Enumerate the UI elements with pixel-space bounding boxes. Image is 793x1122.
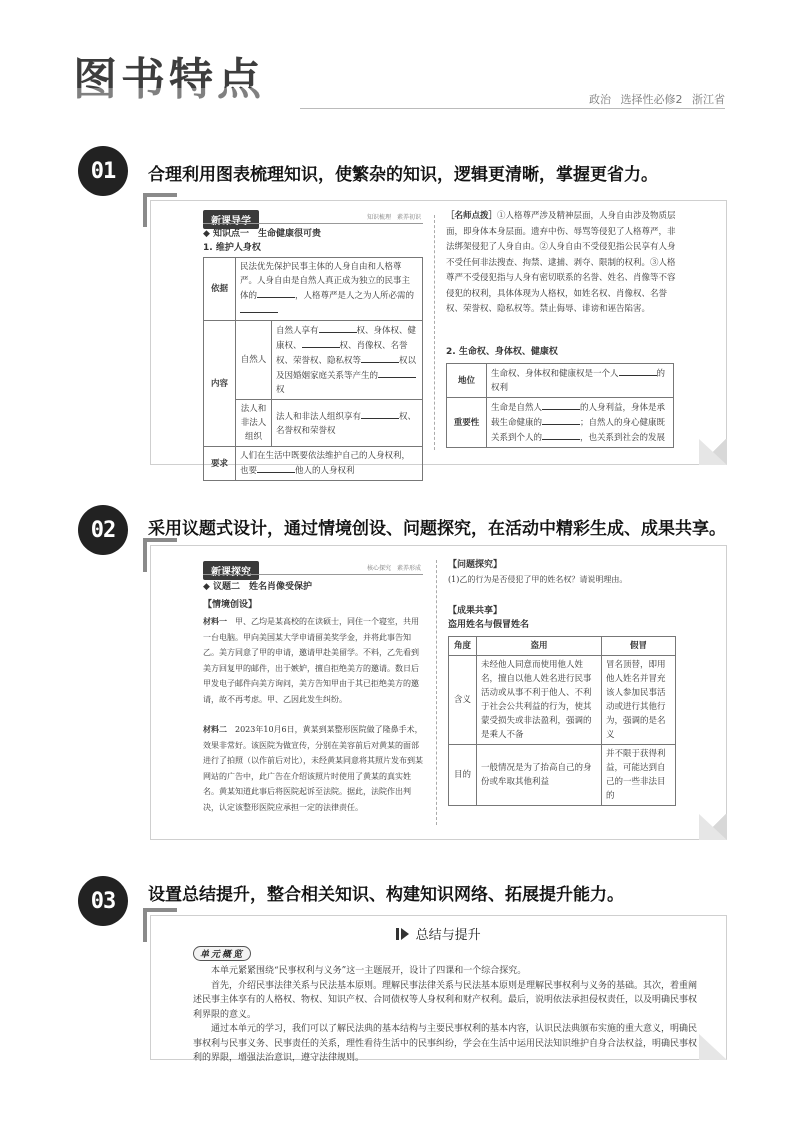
sample-card-3 xyxy=(150,915,727,1063)
header-meta xyxy=(583,91,725,107)
volume: 选择性必修2 xyxy=(620,93,683,106)
summary-body xyxy=(193,964,698,1066)
logo-shade xyxy=(73,88,293,108)
unit-overview-tag: 单元概览 xyxy=(193,946,251,961)
tag-underline: 核心探究 素养形成 xyxy=(203,560,423,575)
table-row: 依据 民法优先保护民事主体的人身自由和人格尊严。人身自由是自然人真正成为独立的民事主体的 ，人格尊严是人之为人所必需的 xyxy=(204,258,423,321)
subheading-life-rights: 2. 生命权、身体权、健康权 xyxy=(446,347,558,357)
page-fold xyxy=(699,814,727,840)
column-divider xyxy=(434,215,435,450)
name-misuse-table xyxy=(448,636,676,806)
share-subheading: 盗用姓名与假冒姓名 xyxy=(448,620,530,630)
column-divider xyxy=(436,560,437,825)
table-row: 重要性 生命是自然人 的人身利益，身体是承载生命健康的 ；自然人的身心健康既关系到个人的 ，也关系到社会的发展 xyxy=(447,398,674,448)
header-divider xyxy=(300,108,725,109)
table-row: 内容 自然人 自然人享有 权、身体权、健康权、 权、肖像权、名誉权、荣誉权、隐私权等 权以及因婚姻家庭关系等产生的权 xyxy=(204,321,423,400)
material-one: 材料一 甲、乙均是某高校的在读硕士，同住一个寝室，共用一台电脑。甲向美国某大学申请留美奖学金，并将此事告知乙。美方同意了甲的申请，邀请甲赴美留学。不料，乙先看到美方回复甲的邮件，出于嫉妒，擅自拒绝美方的邀请。数日后甲发电子邮件向美方询问，美方告知甲由于其已拒绝美方的邀请，故不再考虑。甲、乙因此发生纠纷。 xyxy=(203,616,419,704)
province: 浙江省 xyxy=(692,93,725,106)
question-heading: 【问题探究】 xyxy=(448,560,503,570)
feature-number-01: 01 xyxy=(78,146,128,196)
subheading-personal-rights: 1. 维护人身权 xyxy=(203,243,261,253)
topic-title: ◆ 议题二 姓名肖像受保护 xyxy=(203,582,313,592)
book-features-logo xyxy=(73,52,303,108)
play-triangle-icon xyxy=(401,928,409,940)
table-row: 法人和非法人组织 法人和非法人组织享有 权、名誉权和荣誉权 xyxy=(204,400,423,447)
question-text: (1)乙的行为是否侵犯了甲的姓名权？请说明理由。 xyxy=(448,575,628,584)
table-row: 要求 人们在生活中既要依法维护自己的人身权利，也要 他人的人身权利 xyxy=(204,447,423,481)
heading-bar-icon xyxy=(396,928,399,940)
logo-text: 图书特点 xyxy=(73,54,265,105)
sample-card-1 xyxy=(150,200,727,476)
feature-title-02: 采用议题式设计，通过情境创设、问题探究，在活动中精彩生成、成果共享。 xyxy=(148,519,726,539)
teacher-tip: ［名师点拨］①人格尊严涉及精神层面，人身自由涉及物质层面，即身体本身层面。遗弃中伤、辱骂等侵犯了人格尊严，非法绑架侵犯了人身自由。②人身自由不受侵犯指公民享有人身不受任何非法搜查、拘禁、逮捕、剥夺、限制的权利。③人格尊严不受侵犯指与人身有密切联系的名誉、姓名、肖像等不容侵犯的权利，具体体现为人格权，如姓名权、肖像权、名誉权、荣誉权、隐私权等。禁止侮辱、诽谤和诬告陷害。 xyxy=(446,211,676,314)
tag-new-lesson: 新课导学 xyxy=(203,209,259,229)
summary-paragraph: 首先，介绍民事法律关系与民法基本原则。理解民事法律关系与民法基本原则是理解民事权利与义务的基础。其次，着重阐述民事主体享有的人格权、物权、知识产权、合同债权等人身权利和财产权利。最后，说明依法承担侵权责任，以及明确民事权利界限的意义。 xyxy=(193,980,698,1020)
page-fold xyxy=(699,439,727,465)
scenario-heading: 【情境创设】 xyxy=(203,600,258,610)
feature-title-03: 设置总结提升，整合相关知识、构建知识网络、拓展提升能力。 xyxy=(148,885,624,905)
knowledge-point-title: ◆ 知识点一 生命健康很可贵 xyxy=(203,229,322,239)
summary-paragraph: 本单元紧紧围绕“民事权利与义务”这一主题展开，设计了四课和一个综合探究。 xyxy=(211,966,527,976)
life-rights-table xyxy=(446,363,674,448)
tag-underline: 知识梳理 素养初识 xyxy=(203,209,423,224)
feature-number-02: 02 xyxy=(78,505,128,555)
summary-heading: 总结与提升 xyxy=(151,924,726,943)
feature-title-01: 合理利用图表梳理知识，使繁杂的知识，逻辑更清晰，掌握更省力。 xyxy=(148,165,658,185)
table-header-row: 角度 盗用 假冒 xyxy=(449,637,676,656)
table-row: 含义 未经他人同意而使用他人姓名，擅自以他人姓名进行民事活动或从事不利于他人、不利于社会公共利益的行为，使其蒙受损失或非法盈利，强调的是乘人不备 冒名顶替，即用他人姓名并冒充该人参加民事活动或进行其他行为，强调的是名义 xyxy=(449,656,676,745)
table-row: 目的 一般情况是为了抬高自己的身份或牟取其他利益 并不限于获得利益，可能达到自己的一些非法目的 xyxy=(449,745,676,806)
tag-new-inquiry: 新课探究 xyxy=(203,560,259,580)
summary-paragraph: 通过本单元的学习，我们可以了解民法典的基本结构与主要民事权利的基本内容，认识民法典颁布实施的重大意义，明确民事权利与民事义务、民事责任的关系，理性看待生活中的民事纠纷，学会在生活中运用民法知识维护自身合法权益，明确民事权利的界限，增强法治意识，遵守法律规则。 xyxy=(193,1024,698,1063)
table-row: 地位 生命权、身体权和健康权是一个人 的权利 xyxy=(447,364,674,398)
share-heading: 【成果共享】 xyxy=(448,606,503,616)
feature-number-03: 03 xyxy=(78,876,128,926)
personal-rights-table xyxy=(203,257,423,481)
material-two: 材料二 2023年10月6日，黄某到某整形医院做了隆鼻手术，效果非常好。该医院为做宣传，分别在美容前后对黄某的面部进行了拍照（以作前后对比），未经黄某同意将其照片发布到某网站的广告中，此广告在介绍该照片时使用了黄某的真实姓名。黄某知道此事后将医院起诉至法院。据此，法院作出判决，认定该整形医院应承担一定的法律责任。 xyxy=(203,724,423,812)
subject: 政治 xyxy=(589,93,611,106)
sample-card-2 xyxy=(150,545,727,840)
